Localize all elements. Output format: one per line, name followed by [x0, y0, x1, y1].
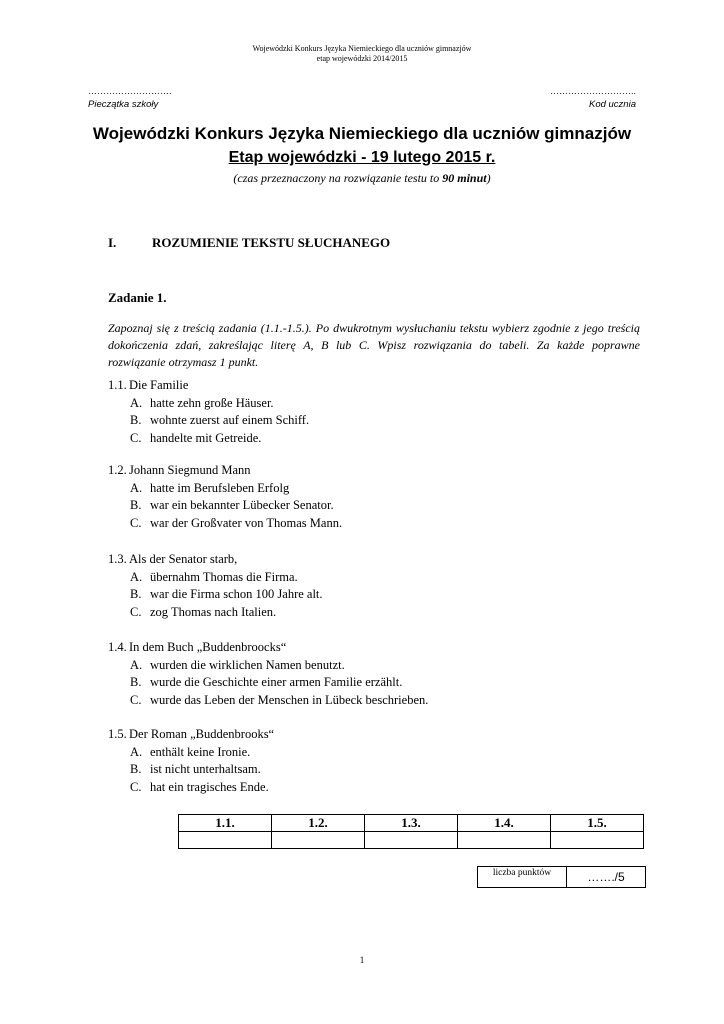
- time-note-pre: (czas przeznaczony na rozwiązanie testu to: [233, 171, 443, 185]
- question-1-1: [108, 377, 309, 447]
- score-value[interactable]: ……./5: [567, 867, 646, 888]
- answer-cell[interactable]: [179, 832, 272, 849]
- option-letter: A.: [130, 744, 143, 759]
- option-letter: B.: [130, 413, 142, 427]
- option-a[interactable]: [108, 657, 428, 675]
- time-note-post: ): [486, 171, 491, 185]
- answer-cell[interactable]: [272, 832, 365, 849]
- answer-header-cell: 1.2.: [272, 815, 365, 832]
- time-note: [0, 171, 724, 186]
- question-1-2: [108, 462, 342, 532]
- option-text: übernahm Thomas die Firma.: [150, 569, 298, 584]
- answer-cell[interactable]: [551, 832, 644, 849]
- question-stem: Die Familie: [129, 378, 189, 392]
- question-number: 1.4.: [108, 640, 127, 654]
- section-title: ROZUMIENIE TEKSTU SŁUCHANEGO: [152, 235, 391, 250]
- question-number: 1.2.: [108, 463, 127, 477]
- option-a[interactable]: [108, 395, 309, 413]
- answer-table: [178, 814, 644, 849]
- question-stem: Als der Senator starb,: [129, 552, 238, 566]
- instruction-line: rozwiązanie otrzymasz 1 punkt.: [108, 355, 259, 369]
- question-stem: Johann Siegmund Mann: [129, 463, 251, 477]
- task-title: Zadanie 1.: [108, 290, 167, 305]
- option-letter: C.: [130, 779, 142, 794]
- page-title: Wojewódzki Konkurs Języka Niemieckiego dla uczniów gimnazjów: [92, 124, 632, 143]
- option-letter: A.: [130, 657, 143, 672]
- question-stem: In dem Buch „Buddenbroocks“: [129, 640, 287, 654]
- instruction-line: Zapoznaj się z treścią zadania (1.1.-1.5.). Po dwukrotnym wysłuchaniu tekstu wybierz zgodnie z jego treścią: [108, 321, 640, 335]
- code-label: Kod ucznia: [588, 99, 636, 110]
- option-c[interactable]: [108, 779, 274, 797]
- option-a[interactable]: [108, 744, 274, 762]
- option-text: war ein bekannter Lübecker Senator.: [150, 498, 334, 512]
- option-b[interactable]: [108, 586, 323, 604]
- option-letter: B.: [130, 675, 142, 689]
- answer-cell[interactable]: [458, 832, 551, 849]
- stamp-dots: ……………………….: [88, 86, 172, 96]
- option-letter: C.: [130, 692, 142, 707]
- option-letter: C.: [130, 515, 142, 530]
- code-dots: ………………………..: [549, 86, 636, 96]
- option-text: hat ein tragisches Ende.: [150, 779, 269, 794]
- option-c[interactable]: [108, 430, 309, 448]
- running-header-line2: etap wojewódzki 2014/2015: [316, 54, 408, 63]
- answer-header-cell: 1.4.: [458, 815, 551, 832]
- option-text: wurden die wirklichen Namen benutzt.: [150, 657, 345, 672]
- option-letter: B.: [130, 587, 142, 601]
- question-1-3: [108, 551, 323, 621]
- page-number: 1: [359, 955, 365, 965]
- option-letter: A.: [130, 569, 143, 584]
- option-a[interactable]: [108, 569, 323, 587]
- task-instruction: [108, 320, 640, 371]
- option-letter: C.: [130, 604, 142, 619]
- answer-table-input-row: [179, 832, 644, 849]
- option-c[interactable]: [108, 515, 342, 533]
- option-b[interactable]: [108, 674, 428, 692]
- option-text: ist nicht unterhaltsam.: [150, 762, 261, 776]
- option-text: enthält keine Ironie.: [150, 744, 251, 759]
- option-text: hatte zehn große Häuser.: [150, 395, 274, 410]
- option-text: wurde das Leben der Menschen in Lübeck beschrieben.: [150, 692, 429, 707]
- question-1-4: [108, 639, 428, 709]
- option-letter: C.: [130, 430, 142, 445]
- option-b[interactable]: [108, 412, 309, 430]
- option-letter: A.: [130, 395, 143, 410]
- time-minutes: 90: [442, 171, 455, 185]
- option-c[interactable]: [108, 604, 323, 622]
- running-header: [0, 44, 724, 64]
- stamp-label: Pieczątka szkoły: [88, 99, 159, 110]
- running-header-line1: Wojewódzki Konkurs Języka Niemieckiego dla uczniów gimnazjów: [252, 44, 472, 53]
- answer-table-header-row: [179, 815, 644, 832]
- time-unit: minut: [454, 171, 487, 185]
- section-numeral: I.: [108, 235, 117, 250]
- option-letter: B.: [130, 498, 142, 512]
- question-number: 1.5.: [108, 727, 127, 741]
- option-a[interactable]: [108, 480, 342, 498]
- option-b[interactable]: [108, 497, 342, 515]
- option-letter: A.: [130, 480, 143, 495]
- option-text: war der Großvater von Thomas Mann.: [150, 515, 343, 530]
- stage-title: Etap wojewódzki - 19 lutego 2015 r.: [228, 149, 496, 166]
- option-text: hatte im Berufsleben Erfolg: [150, 480, 290, 495]
- instruction-line: dokończenia zdań, zakreślając literę A, B lub C. Wpisz rozwiązania do tabeli. Za każde poprawne: [108, 338, 640, 352]
- answer-header-cell: 1.3.: [365, 815, 458, 832]
- score-label: liczba punktów: [478, 867, 567, 888]
- answer-header-cell: 1.5.: [551, 815, 644, 832]
- question-stem: Der Roman „Buddenbrooks“: [129, 727, 275, 741]
- answer-header-cell: 1.1.: [179, 815, 272, 832]
- option-text: handelte mit Getreide.: [150, 430, 262, 445]
- question-number: 1.3.: [108, 552, 127, 566]
- score-box: [477, 866, 646, 888]
- option-letter: B.: [130, 762, 142, 776]
- answer-cell[interactable]: [365, 832, 458, 849]
- option-b[interactable]: [108, 761, 274, 779]
- question-number: 1.1.: [108, 378, 127, 392]
- option-text: wurde die Geschichte einer armen Familie erzählt.: [150, 675, 403, 689]
- option-text: war die Firma schon 100 Jahre alt.: [150, 587, 323, 601]
- option-text: zog Thomas nach Italien.: [150, 604, 277, 619]
- option-c[interactable]: [108, 692, 428, 710]
- option-text: wohnte zuerst auf einem Schiff.: [150, 413, 310, 427]
- question-1-5: [108, 726, 274, 796]
